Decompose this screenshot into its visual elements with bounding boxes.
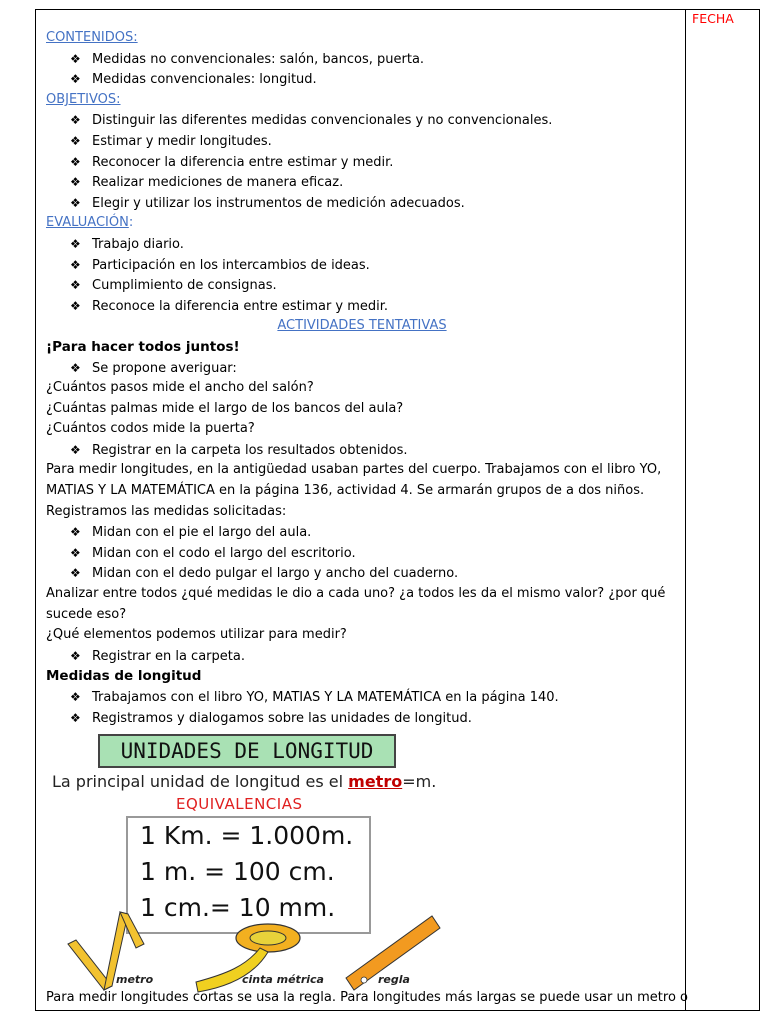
question: ¿Cuántos pasos mide el ancho del salón? — [46, 380, 314, 396]
list-item: ❖ Realizar mediciones de manera eficaz. — [46, 172, 678, 193]
diamond-bullet-icon: ❖ — [70, 257, 81, 272]
list-item: ❖ Registrar en la carpeta los resultados obtenidos. — [46, 440, 678, 461]
paragraph-line: MATIAS Y LA MATEMÁTICA en la página 136, actividad 4. Se armarán grupos de a dos niños. — [46, 483, 645, 499]
diamond-bullet-icon: ❖ — [70, 51, 81, 66]
juntos-heading: ¡Para hacer todos juntos! — [46, 338, 240, 355]
figure-title: UNIDADES DE LONGITUD — [98, 734, 396, 768]
list-item: ❖ Registramos y dialogamos sobre las unidades de longitud. — [46, 708, 678, 729]
list-item: ❖ Midan con el dedo pulgar el largo y ancho del cuaderno. — [46, 563, 678, 584]
diamond-bullet-icon: ❖ — [70, 566, 81, 581]
paragraph-line: Registramos las medidas solicitadas: — [46, 503, 287, 519]
list-item: ❖ Medidas convencionales: longitud. — [46, 69, 678, 90]
document-body: CONTENIDOS: ❖ Medidas no convencionales: salón, bancos, puerta. ❖ Medidas convencionales: longitud. OBJETIVOS: ❖ Distinguir las diferentes medidas convencionales y no convencionales. ❖ Estimar y medir longitudes. ❖ Reconocer la diferencia entre estimar y medir. ❖ Realizar mediciones de manera eficaz. ❖ Elegir y utilizar los instrumentos de medición adecuados. EVALUACIÓN: ❖ Trabajo diario. ❖ Participación en los intercambios de ideas. ❖ Cumplimiento de consignas. ❖ Reconoce la diferencia entre estimar y medir. ACTIVIDADES TENTATIVAS ¡Para hacer todos juntos! ❖ Se propone averiguar: ¿Cuántos pasos mide el ancho del salón? ¿Cuántas palmas mide el largo de los bancos del aula? ¿Cuántos codos mide la puerta? ❖ Registrar en la carpeta los resultados obtenidos. Para medir longitudes, en la antigüedad usaban partes del cuerpo. Trabajamos con el libro YO, MATIAS Y LA MATEMÁTICA en la página 136, actividad 4. Se armarán grupos de a dos niños. Registramos las medidas solicitadas: ❖ Midan con el pie el largo del aula. ❖ Midan con el codo el largo del escritorio. ❖ Midan con el dedo pulgar el largo y ancho del cuaderno. Analizar entre todos ¿qué medidas le dio a cada uno? ¿a todos les da el mismo valor? ¿por qué sucede eso? ¿Qué elementos podemos utilizar para medir? ❖ Registrar en la carpeta. Medidas de longitud ❖ Trabajamos con el libro YO, MATIAS Y LA MATEMÁTICA en la página 140. ❖ Registramos y dialogamos sobre las unidades de longitud. UNIDADES DE LONGITUD La principal unidad de longitud es el metro=m. EQUIVALENCIAS 1 Km. = 1.000m. 1 m. = 100 cm. 1 cm.= 10 mm. metro cinta métrica regla — [46, 28, 678, 996]
list-item: ❖ Participación en los intercambios de ideas. — [46, 255, 678, 276]
diamond-bullet-icon: ❖ — [70, 175, 81, 190]
diamond-bullet-icon: ❖ — [70, 154, 81, 169]
list-item: ❖ Trabajamos con el libro YO, MATIAS Y LA MATEMÁTICA en la página 140. — [46, 687, 678, 708]
paragraph-line: ¿Qué elementos podemos utilizar para medir? — [46, 627, 347, 643]
cinta-label: cinta métrica — [242, 973, 324, 987]
list-item: ❖ Distinguir las diferentes medidas convencionales y no convencionales. — [46, 110, 678, 131]
paragraph-line: sucede eso? — [46, 606, 127, 622]
question: ¿Cuántas palmas mide el largo de los bancos del aula? — [46, 400, 404, 416]
paragraph-line: Analizar entre todos ¿qué medidas le dio a cada uno? ¿a todos les da el mismo valor? ¿por qué — [46, 586, 666, 602]
question: ¿Cuántos codos mide la puerta? — [46, 421, 255, 437]
contenidos-title[interactable]: CONTENIDOS: — [46, 30, 138, 45]
list-item: ❖ Reconocer la diferencia entre estimar y medir. — [46, 152, 678, 173]
diamond-bullet-icon: ❖ — [70, 360, 81, 375]
diamond-bullet-icon: ❖ — [70, 545, 81, 560]
longitud-heading: Medidas de longitud — [46, 668, 202, 685]
list-item: ❖ Registrar en la carpeta. — [46, 646, 678, 667]
evaluacion-title[interactable]: EVALUACIÓN — [46, 215, 129, 231]
list-item: ❖ Midan con el pie el largo del aula. — [46, 522, 678, 543]
column-divider — [685, 9, 686, 1011]
list-item: ❖ Cumplimiento de consignas. — [46, 275, 678, 296]
objetivos-title[interactable]: OBJETIVOS: — [46, 91, 121, 107]
diamond-bullet-icon: ❖ — [70, 442, 81, 457]
paragraph-line: Para medir longitudes cortas se usa la regla. Para longitudes más largas se puede usar un metro o — [46, 990, 688, 1005]
list-item: ❖ Elegir y utilizar los instrumentos de medición adecuados. — [46, 193, 678, 214]
diamond-bullet-icon: ❖ — [70, 690, 81, 704]
diamond-bullet-icon: ❖ — [70, 133, 81, 148]
paragraph-line: Para medir longitudes, en la antigüedad usaban partes del cuerpo. Trabajamos con el libro YO, — [46, 462, 662, 478]
longitud-illustration — [46, 734, 437, 996]
list-item: ❖ Se propone averiguar: — [46, 358, 678, 379]
regla-label: regla — [378, 973, 410, 987]
list-item: ❖ Medidas no convencionales: salón, bancos, puerta. — [46, 49, 678, 70]
list-item: ❖ Estimar y medir longitudes. — [46, 131, 678, 152]
diamond-bullet-icon: ❖ — [70, 113, 81, 128]
equivalence-line: 1 cm.= 10 mm. — [140, 893, 336, 923]
diamond-bullet-icon: ❖ — [70, 298, 81, 313]
diamond-bullet-icon: ❖ — [70, 648, 81, 663]
list-item: ❖ Midan con el codo el largo del escritorio. — [46, 543, 678, 564]
diamond-bullet-icon: ❖ — [70, 195, 81, 210]
metro-label: metro — [116, 973, 154, 987]
figure-subtitle: La principal unidad de longitud es el metro=m. — [52, 772, 437, 792]
diamond-bullet-icon: ❖ — [70, 72, 81, 87]
fecha-header: FECHA — [692, 11, 734, 26]
diamond-bullet-icon: ❖ — [70, 236, 81, 251]
equivalence-line: 1 Km. = 1.000m. — [140, 821, 354, 851]
equivalencias-label: EQUIVALENCIAS — [176, 795, 303, 814]
actividades-title[interactable]: ACTIVIDADES TENTATIVAS — [277, 318, 447, 334]
diamond-bullet-icon: ❖ — [70, 525, 81, 540]
diamond-bullet-icon: ❖ — [70, 710, 81, 725]
equivalence-line: 1 m. = 100 cm. — [140, 857, 335, 887]
list-item: ❖ Trabajo diario. — [46, 234, 678, 255]
list-item: ❖ Reconoce la diferencia entre estimar y medir. — [46, 296, 678, 317]
diamond-bullet-icon: ❖ — [70, 278, 81, 293]
